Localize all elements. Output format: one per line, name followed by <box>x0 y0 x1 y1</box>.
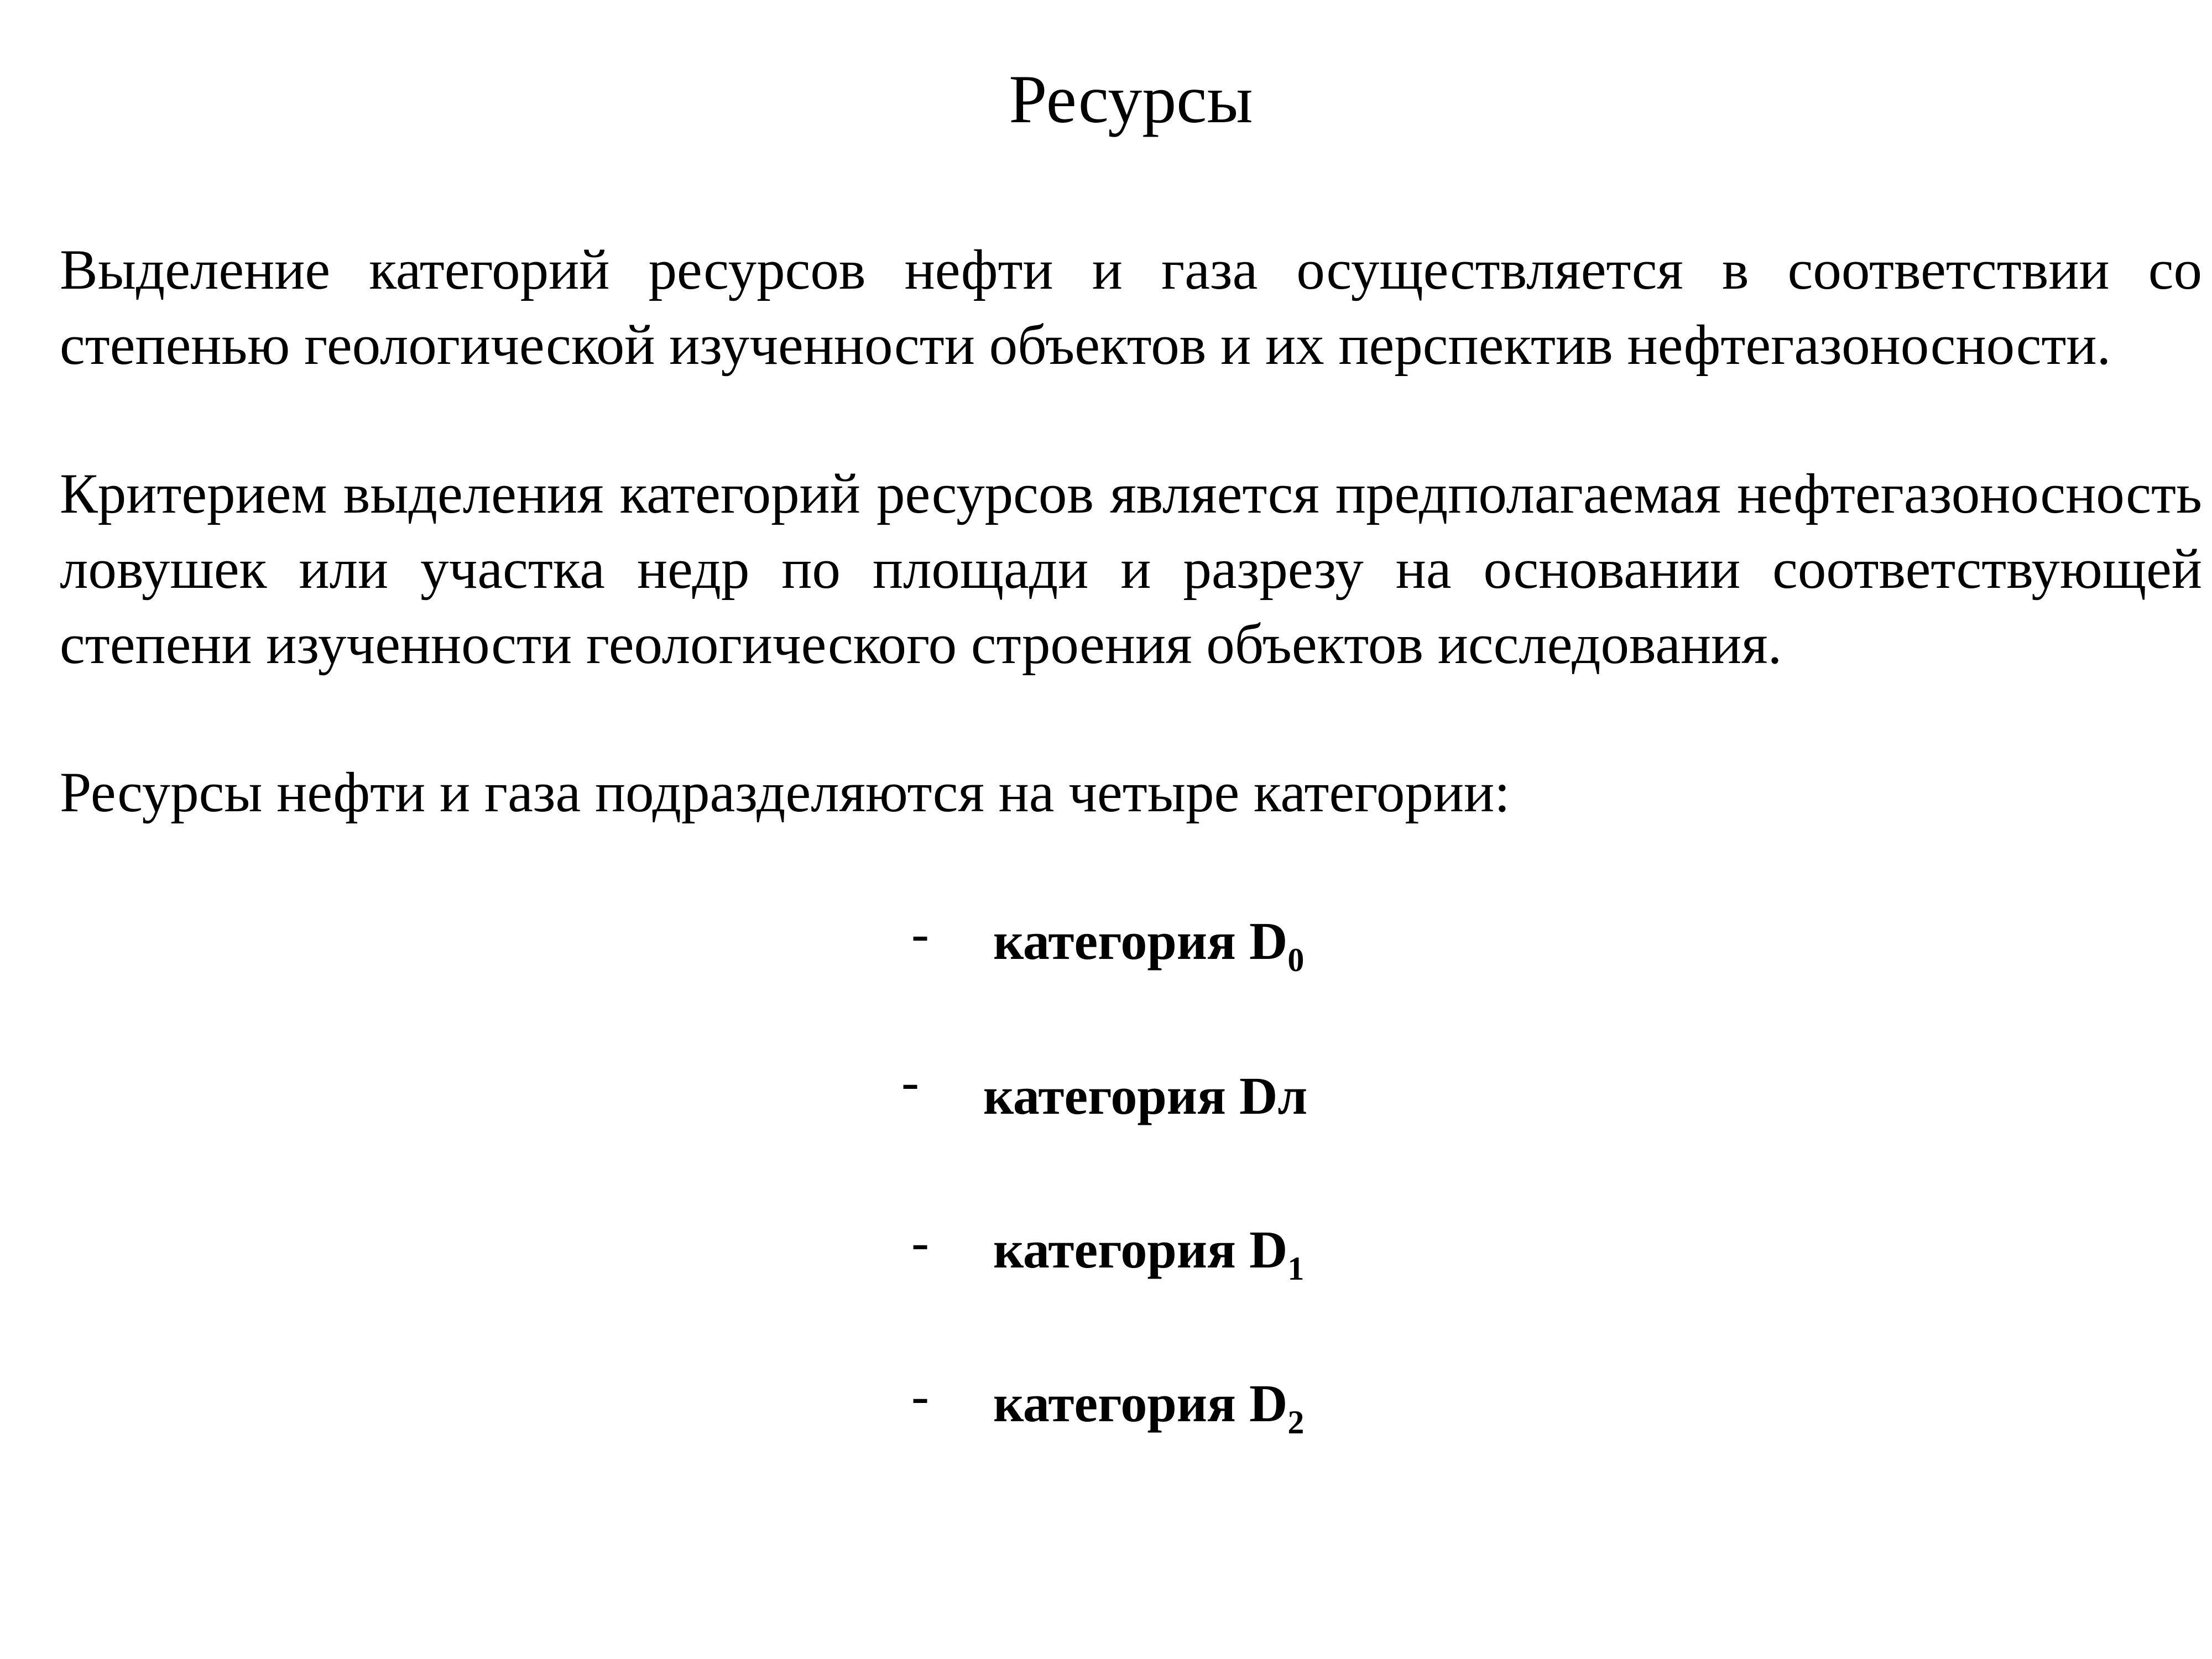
paragraph-category-allocation: Выделение категорий ресурсов нефти и газа осуществляется в соответствии со степенью геологической изученности объектов и их перспектив нефтегазоносности. <box>60 238 2202 377</box>
category-item-d2 <box>0 1365 2212 1442</box>
slide-title: Ресурсы <box>1009 61 1253 137</box>
category-item-d1 <box>0 1211 2212 1288</box>
category-label-text: категория D <box>993 1374 1288 1433</box>
list-dash: - <box>911 1212 929 1271</box>
category-label-text: категория D <box>993 911 1288 971</box>
category-label <box>993 902 1304 980</box>
list-dash: - <box>911 904 929 963</box>
category-item-dl <box>0 1052 2212 1135</box>
list-dash: - <box>901 1052 919 1111</box>
category-subscript: 1 <box>1287 1250 1305 1287</box>
paragraph-criterion: Критерием выделения категорий ресурсов является предполагаемая нефтегазоносность ловушек или участка недр по площади и разрезу на основании соответствующей степени изученности геологического строения объектов исследования. <box>60 462 2202 676</box>
list-dash: - <box>911 1366 929 1425</box>
category-label <box>993 1211 1304 1288</box>
category-label-text: категория Dл <box>983 1066 1308 1125</box>
paragraph-categories-intro: Ресурсы нефти и газа подразделяются на четыре категории: <box>60 761 1510 824</box>
category-label <box>993 1365 1304 1442</box>
category-subscript: 0 <box>1287 942 1305 978</box>
category-item-d0 <box>0 902 2212 980</box>
category-subscript: 2 <box>1287 1404 1305 1441</box>
category-label <box>983 1057 1307 1135</box>
category-label-text: категория D <box>993 1220 1288 1279</box>
